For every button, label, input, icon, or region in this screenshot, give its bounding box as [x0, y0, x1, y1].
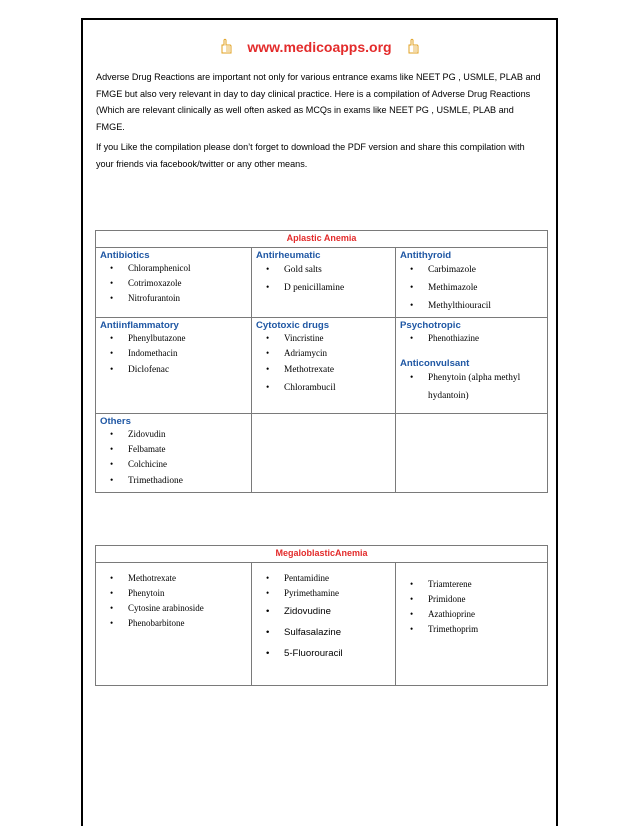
drug-item: • Sulfasalazine	[266, 622, 391, 643]
drug-item: • D penicillamine	[266, 279, 391, 297]
drug-item: • Primidone	[410, 592, 543, 607]
drug-item: • Methimazole	[410, 279, 543, 297]
category-cell	[252, 318, 396, 414]
category-label: Others	[100, 416, 131, 427]
drug-item: • Zidovudin	[110, 427, 247, 442]
empty-cell	[252, 414, 396, 493]
drug-item: • Chlorambucil	[266, 379, 391, 397]
drug-item: • Pyrimethamine	[266, 586, 391, 601]
drug-item: • Colchicine	[110, 457, 247, 472]
drug-list	[400, 331, 543, 346]
category-cell	[252, 248, 396, 318]
drug-cell	[96, 563, 252, 686]
category-label: Cytotoxic drugs	[256, 320, 330, 331]
site-header	[83, 38, 556, 55]
drug-list	[256, 331, 391, 397]
drug-item: • 5-Fluorouracil	[266, 643, 391, 664]
drug-list	[400, 369, 543, 405]
category-label: Antirheumatic	[256, 250, 321, 261]
drug-item: • Gold salts	[266, 261, 391, 279]
megaloblastic-anemia-table	[95, 545, 548, 686]
drug-item: • Methotrexate	[266, 361, 391, 379]
drug-item: • Cotrimoxazole	[110, 276, 247, 291]
drug-list	[400, 577, 543, 637]
drug-item: • Felbamate	[110, 442, 247, 457]
drug-list	[100, 261, 247, 306]
drug-item: • Phenothiazine	[410, 331, 543, 346]
empty-cell	[396, 414, 548, 493]
drug-item: • Azathioprine	[410, 607, 543, 622]
site-url[interactable]: www.medicoapps.org	[247, 39, 392, 55]
drug-item: • Methylthiouracil	[410, 297, 543, 315]
drug-item: • Nitrofurantoin	[110, 291, 247, 306]
drug-item: • Zidovudine	[266, 601, 391, 622]
category-cell	[96, 414, 252, 493]
category-label: Antithyroid	[400, 250, 452, 261]
drug-list	[100, 571, 247, 631]
category-label: Antiinflammatory	[100, 320, 179, 331]
category-label: Anticonvulsant	[400, 358, 470, 369]
drug-item: • Triamterene	[410, 577, 543, 592]
aplastic-anemia-table	[95, 230, 548, 493]
category-label: Antibiotics	[100, 250, 150, 261]
page-border-left	[81, 18, 83, 826]
drug-item: • Trimethoprim	[410, 622, 543, 637]
drug-item: • Cytosine arabinoside	[110, 601, 247, 616]
intro-paragraph: Adverse Drug Reactions are important not only for various entrance exams like NEET PG , USMLE, PLAB and FMGE but also very relevant in day to day clinical practice. Here is a compilation of Adverse Drug Reactions (Which are relevant clinically as well often asked as MCQs in exams like NEET PG , USMLE, PLAB and FMGE.	[96, 72, 541, 133]
drug-item: • Carbimazole	[410, 261, 543, 279]
drug-item: • Indomethacin	[110, 346, 247, 361]
page-border-right	[556, 18, 558, 826]
drug-item: • Diclofenac	[110, 361, 247, 379]
share-paragraph: If you Like the compilation please don’t forget to download the PDF version and share this compilation with your friends via facebook/twitter or any other means.	[96, 142, 525, 169]
drug-list	[256, 571, 391, 664]
drug-item: • Trimethadione	[110, 472, 247, 490]
category-cell	[96, 318, 252, 414]
hand-pointing-icon	[407, 38, 419, 54]
drug-item: • Methotrexate	[110, 571, 247, 586]
drug-item: • Phenylbutazone	[110, 331, 247, 346]
category-cell	[96, 248, 252, 318]
page-border-top	[81, 18, 558, 20]
drug-item: • Phenytoin (alpha methyl hydantoin)	[410, 369, 543, 405]
category-label: Psychotropic	[400, 320, 461, 331]
drug-cell	[252, 563, 396, 686]
table-title: Aplastic Anemia	[96, 231, 548, 248]
hand-pointing-icon	[220, 38, 232, 54]
drug-list	[100, 331, 247, 379]
drug-item: • Phenobarbitone	[110, 616, 247, 631]
drug-list	[400, 261, 543, 315]
drug-list	[256, 261, 391, 297]
category-cell	[396, 318, 548, 414]
drug-item: • Pentamidine	[266, 571, 391, 586]
table-title: MegaloblasticAnemia	[96, 546, 548, 563]
drug-cell	[396, 563, 548, 686]
drug-item: • Phenytoin	[110, 586, 247, 601]
drug-item: • Chloramphenicol	[110, 261, 247, 276]
drug-item: • Vincristine	[266, 331, 391, 346]
category-cell	[396, 248, 548, 318]
drug-item: • Adriamycin	[266, 346, 391, 361]
drug-list	[100, 427, 247, 490]
